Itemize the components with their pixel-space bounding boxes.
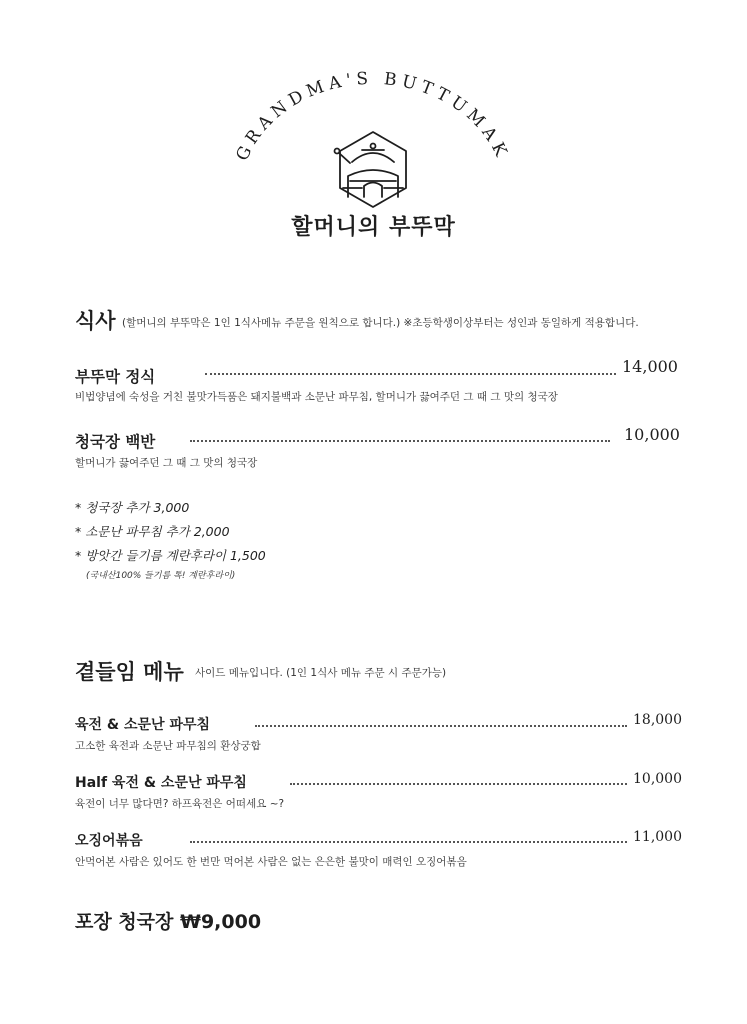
leader-dots [190,440,610,442]
item-description: 할머니가 끓여주던 그 때 그 맛의 청국장 [75,457,258,469]
leader-dots [290,783,627,785]
extra-option-note: (국내산100% 들기름 톡! 계란후라이) [86,571,236,581]
brand-korean-name: 할머니의 부뚜막 [291,215,456,240]
item-description: 고소한 육전과 소문난 파무침의 환상궁합 [75,740,261,752]
item-name: 부뚜막 정식 [75,368,156,386]
item-price: 14,000 [622,357,678,376]
item-price: 11,000 [633,829,682,845]
item-name: 청국장 백반 [75,433,156,451]
item-price: 10,000 [624,425,680,444]
restaurant-logo [0,0,747,250]
item-price: 10,000 [633,771,682,787]
leader-dots [255,725,627,727]
item-description: 육전이 너무 많다면? 하프육전은 어떠세요 ~? [75,798,285,810]
item-name: 육전 & 소문난 파무침 [75,717,211,733]
extra-option: * 방앗간 들기름 계란후라이 1,500 [75,548,266,563]
meal-section-note: (할머니의 부뚜막은 1인 1식사메뉴 주문을 원칙으로 합니다.) ※초등학생이상부터는 성인과 동일하게 적용합니다. [122,317,639,329]
item-description: 비법양념에 숙성을 거친 불맛가득품은 돼지불백과 소문난 파무침, 할머니가 끓여주던 그 때 그 맛의 청국장 [75,391,558,403]
leader-dots [190,841,627,843]
item-name: 오징어볶음 [75,833,143,849]
side-section-note: 사이드 메뉴입니다. (1인 1식사 메뉴 주문 시 주문가능) [195,667,447,679]
item-name: Half 육전 & 소문난 파무침 [75,775,247,791]
meal-section-title: 식사 [75,309,116,333]
buttumak-hexagon-icon [335,132,407,207]
item-description: 안먹어본 사람은 있어도 한 번만 먹어본 사람은 없는 은은한 불맛이 매력인 오징어볶음 [75,856,467,868]
extra-option: * 소문난 파무침 추가 2,000 [75,524,230,539]
leader-dots [205,373,616,375]
side-section-title: 곁들임 메뉴 [75,660,184,684]
takeout-price: 포장 청국장 ₩9,000 [75,911,262,933]
brand-en-textpath: GRANDMA'S BUTTUMAK [232,68,513,165]
extra-option: * 청국장 추가 3,000 [75,500,190,515]
item-price: 18,000 [633,712,682,728]
